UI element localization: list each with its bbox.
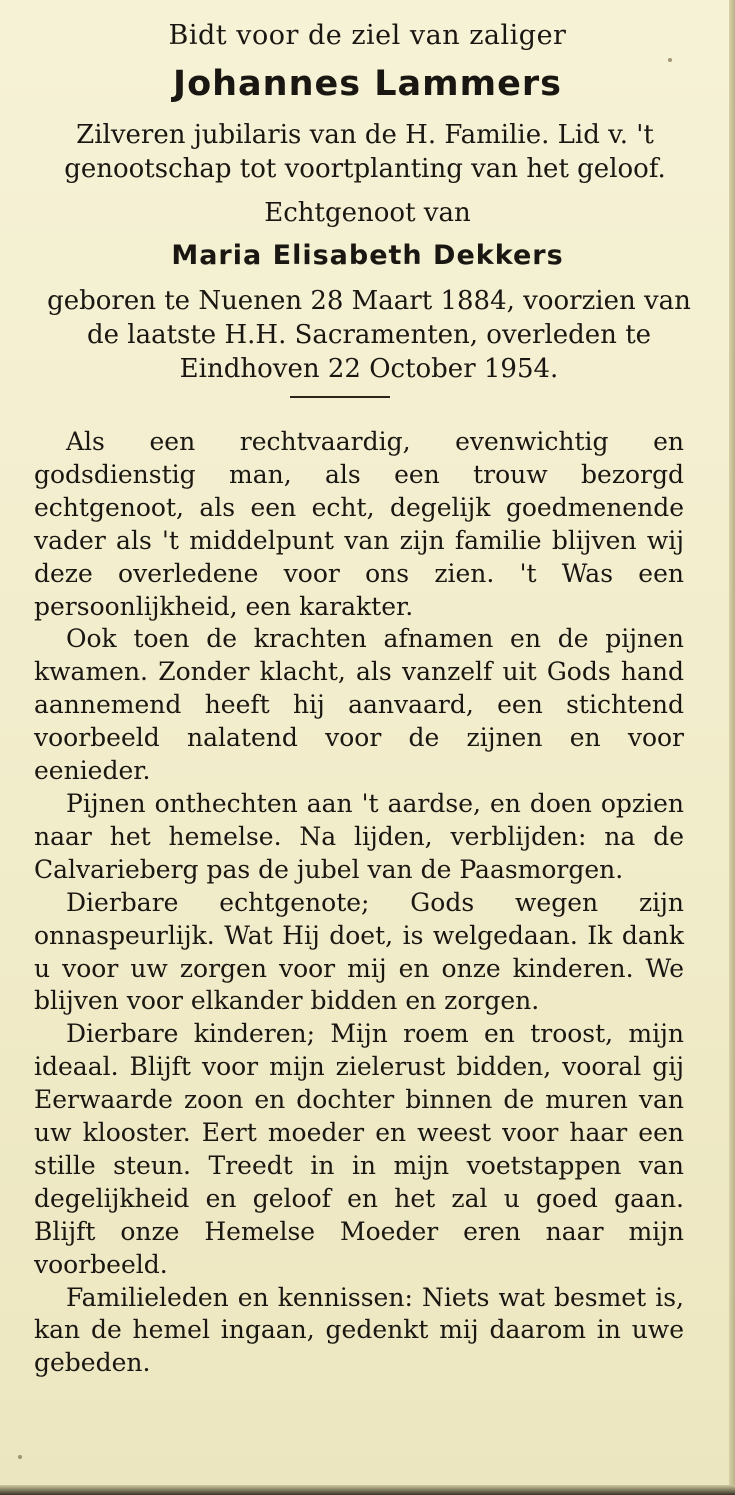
paragraph-3: Pijnen onthechten aan 't aardse, en doen opzien naar het hemelse. Na lijden, verblijden: na de Calvarieberg pas de jubel van de Paasmorgen. [34,788,684,884]
memorial-text [34,426,684,1380]
paragraph-4: Dierbare echtgenote; Gods wegen zijn onnaspeurlijk. Wat Hij doet, is welgedaan. Ik dank u voor uw zorgen voor mij en onze kinderen. We blijven voor elkander bidden en zorgen. [34,887,684,1016]
paragraph-2: Ook toen de krachten afnamen en de pijnen kwamen. Zonder klacht, als vanzelf uit Gods hand aannemend heeft hij aanvaard, een stichtend voorbeeld nalatend voor de zijnen en voor eenieder. [34,624,684,786]
deceased-honors: Zilveren jubilaris van de H. Familie. Lid v. 't genootschap tot voortplanting van het geloof. [64,120,666,184]
birth-death-details: geboren te Nuenen 28 Maart 1884, voorzien van de laatste H.H. Sacramenten, overleden te Eindhoven 22 October 1954. [47,286,691,384]
card-edge-right [729,0,735,1495]
paragraph-1: Als een rechtvaardig, evenwichtig en godsdienstig man, als een trouw bezorgd echtgenoot, als een echt, degelijk goedmenende vader als 't middelpunt van zijn familie blijven wij deze overledene voor ons zien. 't Was een persoonlijkheid, een karakter. [34,427,684,621]
spouse-name: Maria Elisabeth Dekkers [171,240,564,271]
deceased-name: Johannes Lammers [173,64,562,104]
paragraph-6: Familieleden en kennissen: Niets wat besmet is, kan de hemel ingaan, gedenkt mij daarom in uwe gebeden. [34,1282,684,1378]
divider-rule [290,396,390,398]
paper-speck [18,1455,22,1459]
spouse-label: Echtgenoot van [264,198,471,228]
paragraph-5: Dierbare kinderen; Mijn roem en troost, mijn ideaal. Blijft voor mijn zielerust bidden, vooral gij Eerwaarde zoon en dochter binnen de muren van uw klooster. Eert moeder en weest voor haar een stille steun. Treedt in in mijn voetstappen van degelijkheid en geloof en het zal u goed gaan. Blijft onze Hemelse Moeder eren naar mijn voorbeeld. [34,1019,684,1279]
prayer-heading: Bidt voor de ziel van zaliger [168,20,567,51]
paper-speck [668,58,672,62]
card-edge-bottom [0,1485,735,1495]
